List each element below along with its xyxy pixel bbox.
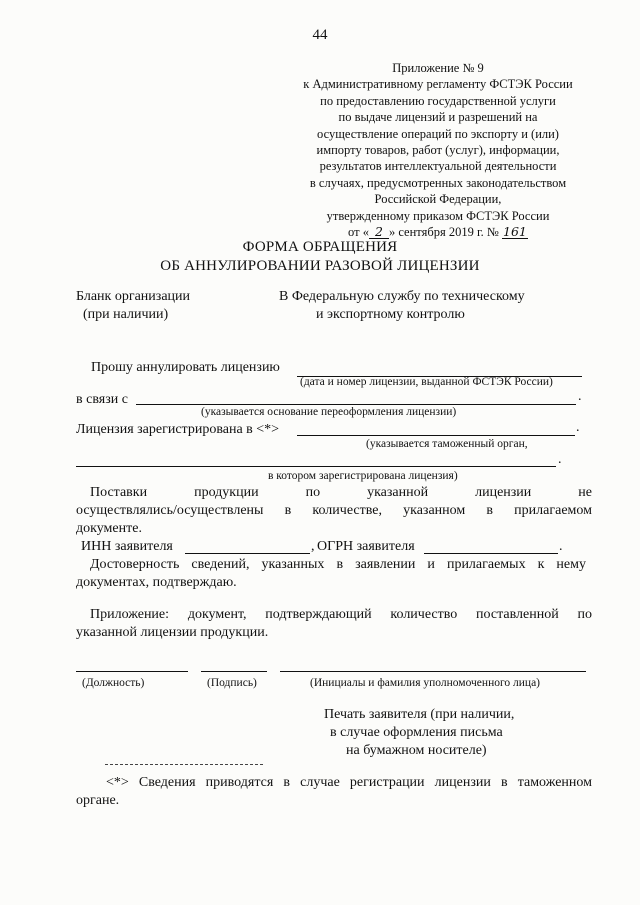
org-letterhead-note: (при наличии): [83, 307, 169, 322]
inn-comma: ,: [311, 539, 315, 554]
footnote-line-2: органе.: [76, 793, 120, 808]
customs-hint-line-2: в котором зарегистрирована лицензия): [268, 470, 458, 482]
footnote-line-1: <*> Сведения приводятся в случае регистрации лицензии в таможенном: [106, 775, 592, 790]
addressee-line-1: В Федеральную службу по техническому: [279, 289, 525, 304]
customs-hint-line-1: (указывается таможенный орган,: [366, 438, 528, 450]
customs-end-mark: .: [558, 452, 562, 467]
form-title: [0, 238, 640, 276]
name-field[interactable]: [280, 671, 586, 672]
date-mid: » сентября 2019 г. №: [388, 225, 499, 240]
approval-line: Российской Федерации,: [374, 192, 502, 207]
customs-authority-field-continued[interactable]: [76, 466, 556, 467]
position-hint: (Должность): [82, 677, 145, 689]
ogrn-period: .: [559, 539, 563, 554]
page-number: 44: [312, 27, 328, 43]
approval-block: [278, 60, 598, 240]
confirm-line-1: Достоверность сведений, указанных в заявлении и прилагаемых к нему: [90, 557, 586, 572]
signature-hint: (Подпись): [207, 677, 257, 689]
stamp-line-1: Печать заявителя (при наличии,: [324, 707, 515, 722]
attachment-line-1: Приложение: документ, подтверждающий количество поставленной по: [90, 607, 592, 622]
approval-line: результатов интеллектуальной деятельности: [319, 159, 557, 174]
registered-label: Лицензия зарегистрирована в <*>: [76, 422, 280, 437]
reason-period: .: [578, 389, 582, 404]
deliveries-line-3: документе.: [76, 521, 142, 536]
approval-line: импорту товаров, работ (услуг), информации,: [316, 143, 560, 158]
customs-period: .: [576, 420, 580, 435]
ogrn-label: ОГРН заявителя: [317, 539, 415, 554]
ogrn-field[interactable]: [424, 553, 558, 554]
approval-line: утвержденному приказом ФСТЭК России: [326, 208, 550, 223]
signature-field[interactable]: [201, 671, 267, 672]
reason-label: в связи с: [76, 392, 128, 407]
inn-field[interactable]: [185, 553, 310, 554]
deliveries-line-1: Поставки продукции по указанной лицензии не: [90, 485, 592, 500]
approval-line: в случаях, предусмотренных законодательством: [309, 175, 567, 190]
addressee-line-2: и экспортному контролю: [316, 307, 465, 322]
org-letterhead-label: Бланк организации: [76, 289, 191, 304]
request-label: Прошу аннулировать лицензию: [91, 360, 280, 375]
name-hint: (Инициалы и фамилия уполномоченного лица): [310, 677, 541, 689]
license-number-hint: (дата и номер лицензии, выданной ФСТЭК России): [300, 376, 553, 388]
confirm-line-2: документах, подтверждаю.: [76, 575, 237, 590]
title-line-2: ОБ АННУЛИРОВАНИИ РАЗОВОЙ ЛИЦЕНЗИИ: [160, 258, 480, 274]
approval-line: осуществление операций по экспорту и (или): [317, 126, 559, 141]
footnote-separator: [105, 764, 263, 765]
title-line-1: ФОРМА ОБРАЩЕНИЯ: [242, 239, 398, 255]
date-prefix: от «: [348, 225, 369, 240]
approval-line: к Административному регламенту ФСТЭК России: [303, 77, 573, 92]
attachment-line-2: указанной лицензии продукции.: [76, 625, 269, 640]
stamp-line-3: на бумажном носителе): [346, 743, 487, 758]
approval-line: по выдаче лицензий и разрешений на: [338, 110, 538, 125]
stamp-line-2: в случае оформления письма: [330, 725, 503, 740]
inn-label: ИНН заявителя: [81, 539, 173, 554]
deliveries-line-2: осуществлялись/осуществлены в количестве, указанном в прилагаемом: [76, 503, 592, 518]
customs-authority-field[interactable]: [297, 435, 575, 436]
reason-hint: (указывается основание переоформления лицензии): [201, 406, 457, 418]
approval-line: по предоставлению государственной услуги: [320, 93, 556, 108]
date-day-handwritten: 2: [369, 225, 389, 239]
reason-field[interactable]: [136, 404, 576, 405]
position-field[interactable]: [76, 671, 188, 672]
approval-line: Приложение № 9: [392, 61, 484, 75]
order-number-handwritten: 161: [503, 224, 527, 240]
